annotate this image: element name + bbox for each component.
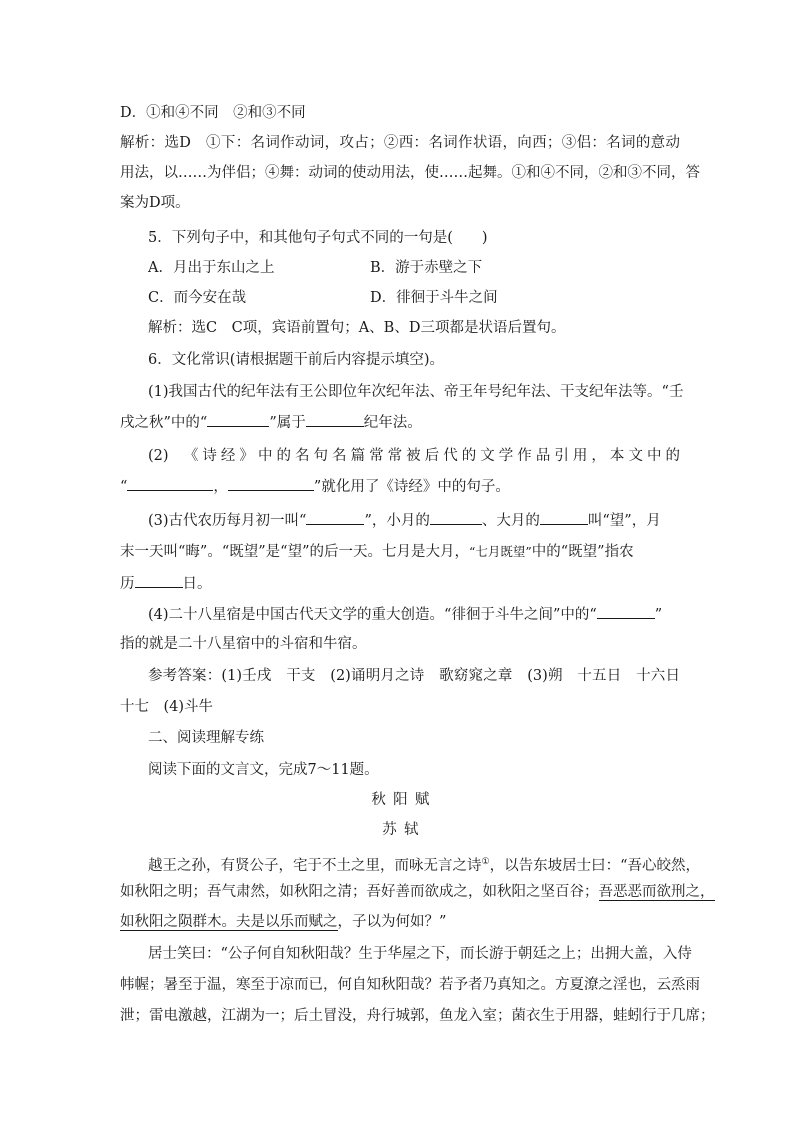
q6-p1-text-b: ”属于: [269, 415, 306, 431]
q6-p1-line-1: (1)我国古代的纪年法有王公即位年次纪年法、帝王年号纪年法、干支纪年法等。“壬: [148, 384, 684, 400]
q6-p3-text-g: 历: [120, 576, 135, 592]
passage-text: ，以告东坡居士曰：“吾心皎然，: [489, 857, 700, 874]
answer-blank[interactable]: [430, 510, 482, 525]
q6-p3-line-2: [120, 542, 680, 562]
q4-analysis-line-2: 用法，以……为伴侣；④舞：动词的使动用法，使……起舞。①和④不同，②和③不同，答: [120, 165, 700, 181]
q6-p3-text-b: ”，小月的: [364, 513, 430, 529]
q4-analysis-line-1: 解析：选D ①下：名词作动词，攻占；②西：名词作状语，向西；③侣：名词的意动: [120, 135, 680, 151]
q6-p3-text-a: (3)古代农历每月初一叫“: [148, 513, 307, 529]
passage-text: 越王之孙，有贤公子，宅于不土之里，而咏无言之诗: [148, 857, 482, 874]
passage-title: 秋阳赋: [371, 792, 437, 808]
q6-p1-text-a: 戌之秋”中的“: [120, 415, 208, 431]
q6-p4-text-b: ”: [654, 607, 663, 623]
q4-option-d: D．①和④不同 ②和③不同: [120, 105, 306, 121]
passage-line-4: 居士笑曰：“公子何自知秋阳哉？生于华屋之下，而长游于朝廷之上；出拥大盖，入侍: [148, 946, 692, 962]
q6-p2-text-a: “: [120, 479, 128, 495]
underlined-sentence: 如秋阳之陨群木。夫是以乐而赋之: [120, 914, 338, 930]
answer-blank[interactable]: [306, 510, 364, 525]
passage-text: 如秋阳之明；吾气肃然，如秋阳之清；吾好善而欲成之，如秋阳之坚百谷；: [120, 884, 599, 900]
answer-blank[interactable]: [306, 412, 364, 427]
answer-blank[interactable]: [207, 412, 269, 427]
q6-p2-line-2: [120, 476, 680, 497]
q5-option-c: C．而今安在哉: [148, 290, 247, 306]
q6-p4-text-a: (4)二十八星宿是中国古代天文学的重大创造。“徘徊于斗牛之间”中的“: [148, 607, 597, 623]
passage-line-5: 帏幄；暑至于温，寒至于凉而已，何自知秋阳哉？若予者乃真知之。方夏潦之淫也，云烝雨: [120, 977, 700, 993]
q6-p3-text-c: 、大月的: [481, 513, 540, 529]
q6-stem: 6．文化常识(请根据题干前后内容提示填空)。: [148, 352, 445, 368]
q6-p3-text-d: 叫“望”，月: [587, 513, 661, 529]
q6-p3-text-small: “七月既望”: [468, 544, 532, 559]
q6-p3-text-h: 日。: [182, 576, 212, 592]
q5-option-b: B．游于赤壁之下: [370, 260, 483, 276]
footnote-marker: ①: [481, 857, 490, 867]
q6-p2-line-1: (2) 《诗经》中的名句名篇常常被后代的文学作品引用，本文中的: [148, 448, 680, 464]
passage-text: ，子以为何如？”: [337, 914, 447, 930]
answer-blank[interactable]: [228, 476, 314, 491]
passage-line-2: [120, 882, 715, 902]
passage-line-6: 泄；雷电激越，江湖为一；后土冒没，舟行城郭，鱼龙入室；菌衣生于用器，蛙蚓行于几席；: [120, 1008, 715, 1024]
q5-analysis: 解析：选C C项，宾语前置句；A、B、D三项都是状语后置句。: [148, 320, 566, 336]
section-intro: 阅读下面的文言文，完成7～11题。: [148, 762, 379, 778]
q6-p2-text-b: ，: [213, 479, 228, 495]
q6-p3-text-f: 中的“既望”指农: [531, 544, 634, 560]
q6-p3-line-1: [148, 510, 680, 531]
answer-blank[interactable]: [597, 604, 655, 619]
q6-p4-line-1: [148, 604, 680, 625]
q6-answer-line-1: 参考答案：(1)壬戌 干支 (2)诵明月之诗 歌窈窕之章 (3)朔 十五日 十六日: [148, 668, 680, 684]
q6-p3-line-3: [120, 573, 680, 594]
section-heading: 二、阅读理解专练: [148, 730, 264, 746]
q6-answer-line-2: 十七 (4)斗牛: [120, 699, 214, 715]
passage-author: 苏轼: [382, 822, 426, 838]
q5-option-a: A．月出于东山之上: [148, 260, 275, 276]
passage-line-1: [148, 852, 700, 876]
q5-stem: 5．下列句子中，和其他句子句式不同的一句是( ): [148, 230, 488, 246]
q6-p2-text-c: ”就化用了《诗经》中的句子。: [313, 479, 510, 495]
passage-line-3: [120, 912, 680, 932]
q6-p3-text-e: 末一天叫“晦”。“既望”是“望”的后一天。七月是大月，: [120, 544, 469, 560]
answer-blank[interactable]: [127, 476, 213, 491]
answer-blank[interactable]: [135, 573, 183, 588]
q5-option-d: D．徘徊于斗牛之间: [370, 290, 498, 306]
q6-p1-line-2: [120, 412, 680, 433]
q6-p4-line-2: 指的就是二十八星宿中的斗宿和牛宿。: [120, 636, 367, 652]
q4-analysis-line-3: 案为D项。: [120, 195, 190, 211]
underlined-sentence: 吾恶恶而欲刑之，: [598, 884, 715, 900]
answer-blank[interactable]: [540, 510, 588, 525]
q6-p1-text-c: 纪年法。: [363, 415, 422, 431]
